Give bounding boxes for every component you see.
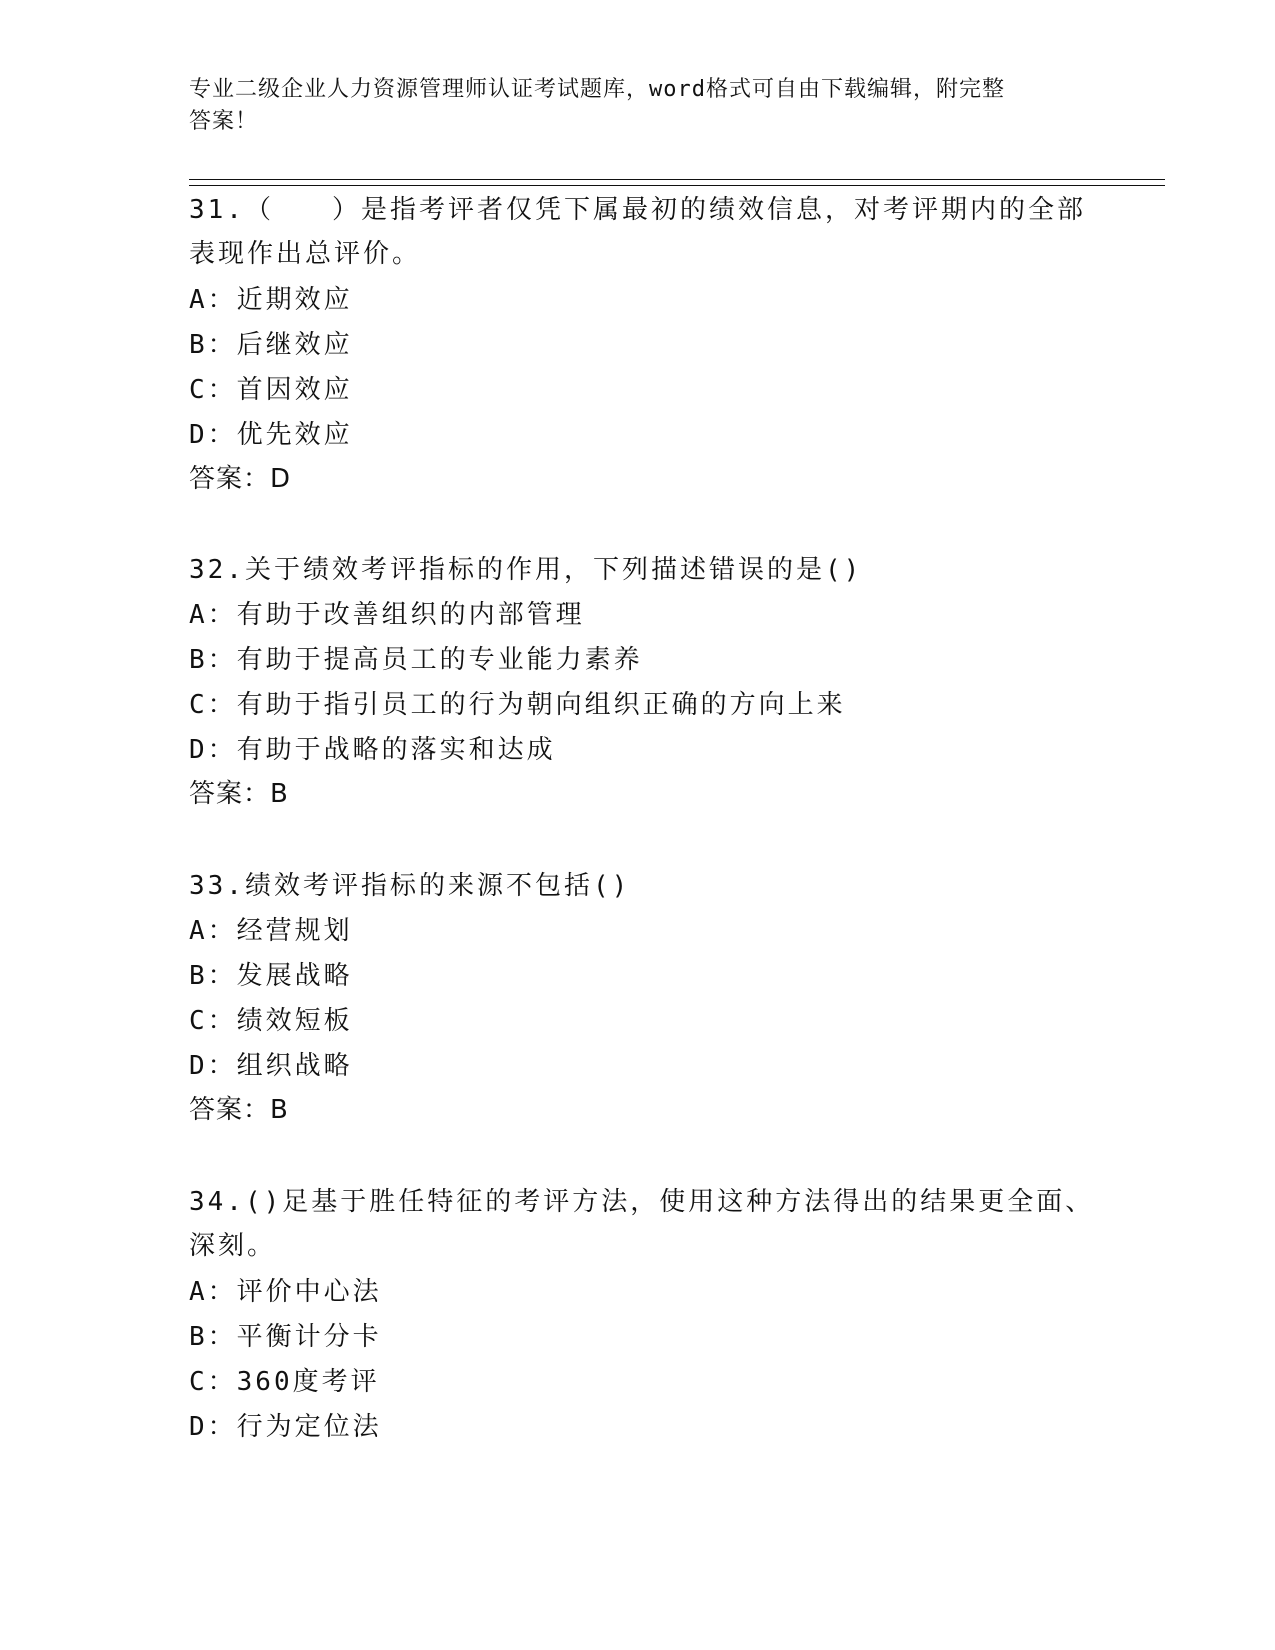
option-c: C：有助于指引员工的行为朝向组织正确的方向上来 xyxy=(189,690,846,720)
option-c: C：360度考评 xyxy=(189,1367,380,1397)
option-d: D：有助于战略的落实和达成 xyxy=(189,735,556,765)
question-stem-line: 31.（ ）是指考评者仅凭下属最初的绩效信息，对考评期内的全部 xyxy=(189,195,1086,225)
option-b: B：平衡计分卡 xyxy=(189,1322,382,1352)
option-a: A：近期效应 xyxy=(189,285,353,315)
option-d: D：优先效应 xyxy=(189,420,353,450)
option-d: D：组织战略 xyxy=(189,1051,353,1081)
document-header xyxy=(189,74,1089,138)
option-a: A：有助于改善组织的内部管理 xyxy=(189,600,585,630)
question-stem-line: 表现作出总评价。 xyxy=(189,239,422,269)
option-b: B：后继效应 xyxy=(189,330,353,360)
option-c: C：首因效应 xyxy=(189,375,353,405)
header-line-1: 专业二级企业人力资源管理师认证考试题库，word格式可自由下载编辑，附完整 xyxy=(189,77,1005,102)
option-c: C：绩效短板 xyxy=(189,1006,353,1036)
option-a: A：经营规划 xyxy=(189,916,353,946)
answer: 答案：B xyxy=(189,779,289,809)
question-stem-line: 34.()足基于胜任特征的考评方法，使用这种方法得出的结果更全面、 xyxy=(189,1187,1095,1217)
header-divider-bottom xyxy=(189,185,1165,186)
option-b: B：有助于提高员工的专业能力素养 xyxy=(189,645,643,675)
option-a: A：评价中心法 xyxy=(189,1277,382,1307)
question-stem-line: 32.关于绩效考评指标的作用，下列描述错误的是() xyxy=(189,555,863,585)
header-line-2: 答案！ xyxy=(189,109,259,134)
question-stem-line: 深刻。 xyxy=(189,1231,277,1261)
answer: 答案：B xyxy=(189,1095,289,1125)
question-stem-line: 33.绩效考评指标的来源不包括() xyxy=(189,871,631,901)
option-b: B：发展战略 xyxy=(189,961,353,991)
header-divider-top xyxy=(189,179,1165,180)
answer: 答案：D xyxy=(189,464,292,494)
option-d: D：行为定位法 xyxy=(189,1412,382,1442)
